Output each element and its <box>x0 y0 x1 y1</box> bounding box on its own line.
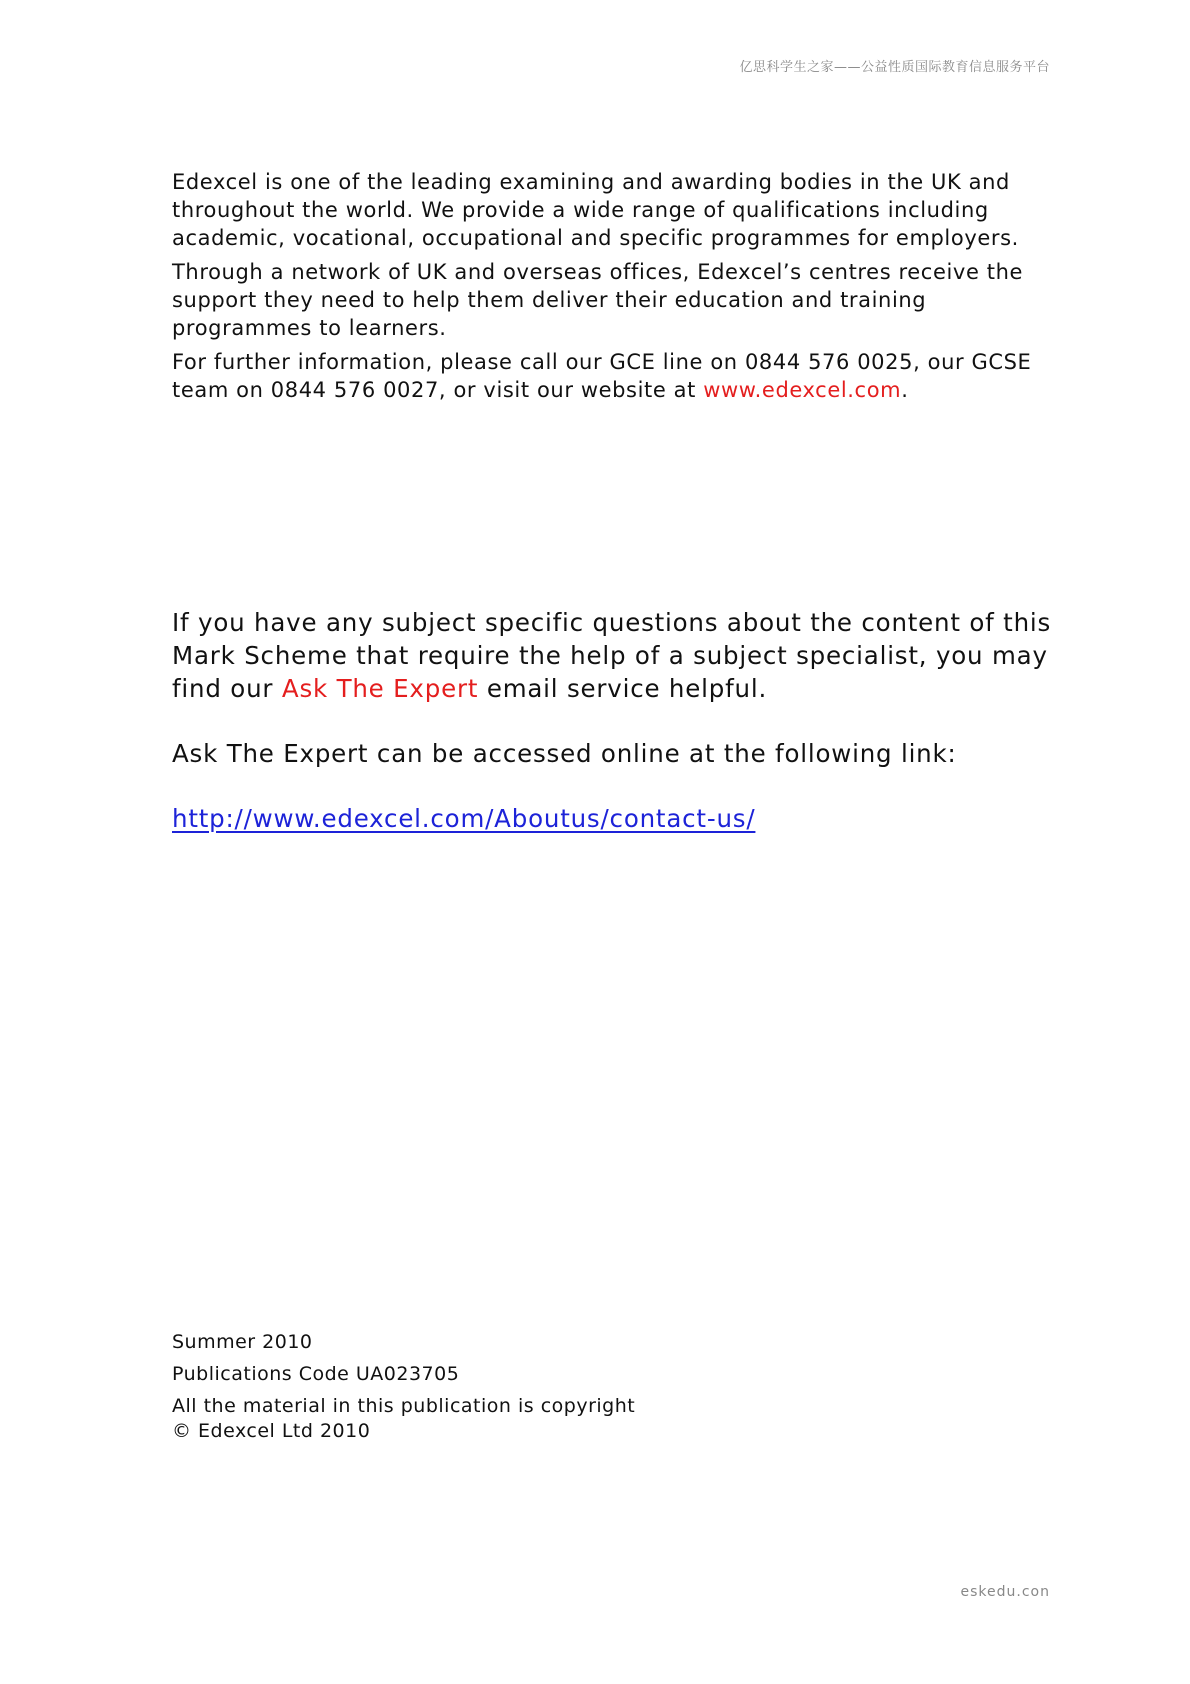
ask-the-expert-link[interactable]: Ask The Expert <box>281 674 479 703</box>
ask-expert-paragraph <box>172 606 1052 705</box>
footer-copyright-holder: © Edexcel Ltd 2010 <box>172 1420 371 1442</box>
bottom-watermark: eskedu.con <box>960 1584 1050 1600</box>
header-watermark: 亿思科学生之家——公益性质国际教育信息服务平台 <box>739 60 1050 75</box>
ask-expert-access-paragraph: Ask The Expert can be accessed online at the following link: <box>172 739 957 768</box>
ask-expert-section <box>172 606 1052 867</box>
intro-paragraph-contact <box>172 348 1032 404</box>
contact-us-url-link[interactable]: http://www.edexcel.com/Aboutus/contact-us/ <box>172 804 756 833</box>
contact-text-end: . <box>901 378 909 402</box>
ask-expert-text-end: email service helpful. <box>478 674 768 703</box>
intro-section <box>172 168 1032 410</box>
footer-season: Summer 2010 <box>172 1331 313 1353</box>
footer-copyright: All the material in this publication is copyright <box>172 1395 636 1417</box>
contact-text: For further information, please call our GCE line on 0844 576 0025, our GCSE team on 0844 576 0027, or visit our website at <box>172 350 1032 402</box>
intro-paragraph-network: Through a network of UK and overseas offices, Edexcel’s centres receive the support they need to help them deliver their education and training programmes to learners. <box>172 260 1023 340</box>
website-link[interactable]: www.edexcel.com <box>703 378 902 402</box>
contact-url-paragraph <box>172 802 1052 835</box>
intro-paragraph-about: Edexcel is one of the leading examining and awarding bodies in the UK and throughout the world. We provide a wide range of qualifications including academic, vocational, occupational and specific programmes for employers. <box>172 170 1019 250</box>
footer-publication-code: Publications Code UA023705 <box>172 1363 460 1385</box>
footer-section <box>172 1330 772 1451</box>
ask-expert-text: If you have any subject specific questions about the content of this Mark Scheme that require the help of a subject specialist, you may find our <box>172 608 1052 703</box>
